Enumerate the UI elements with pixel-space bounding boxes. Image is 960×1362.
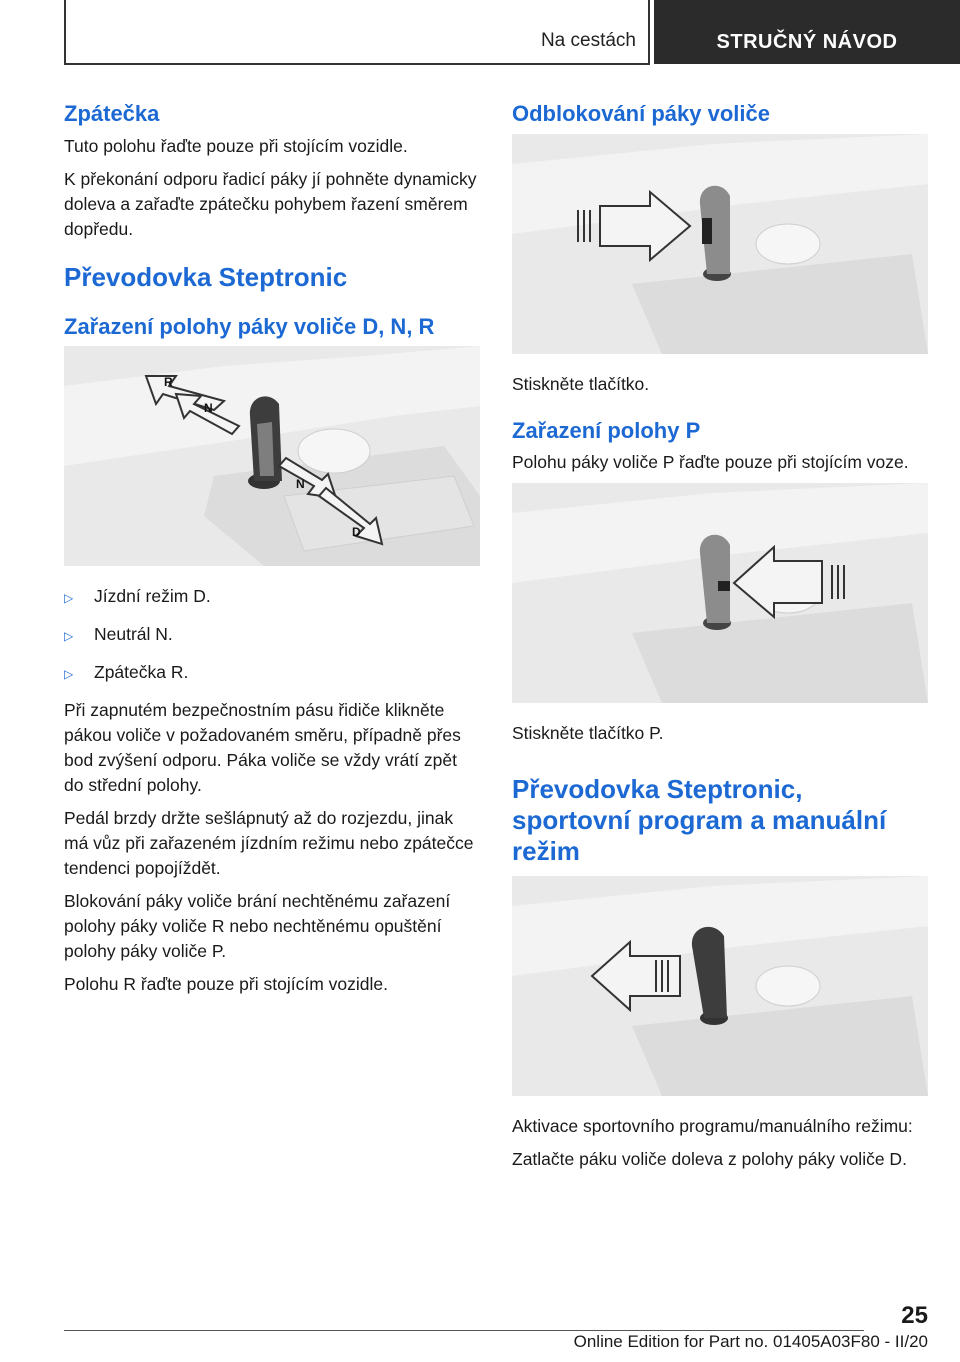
sport-mode-figure — [512, 876, 928, 1096]
lock-paragraph: Blokování páky voliče brání nechtěnému zařazení polohy páky voliče R nebo nechtěnému opuštění polohy páky voliče P. — [64, 891, 451, 962]
park-heading: Zařazení polohy P — [512, 417, 701, 443]
left-column — [64, 100, 480, 1005]
sport-heading: Převodovka Steptronic, sportovní program a manuální režim — [512, 774, 887, 867]
header-rule-bottom — [64, 63, 650, 65]
fig-label-n-down: N — [296, 477, 305, 492]
header-chapter-title: STRUČNÝ NÁVOD — [654, 0, 960, 64]
dnr-heading: Zařazení polohy páky voliče D, N, R — [64, 313, 435, 339]
footer-edition: Online Edition for Part no. 01405A03F80 - II/20 — [573, 1332, 928, 1351]
header-rule-left — [64, 0, 66, 64]
fig-label-d: D — [352, 525, 361, 540]
list-item: ▷ Zpátečka R. — [64, 660, 480, 687]
triangle-bullet-icon: ▷ — [64, 667, 74, 682]
gear-mode-list — [64, 584, 480, 687]
park-button-illustration — [512, 483, 928, 703]
right-column — [512, 100, 928, 1180]
sport-mode-illustration — [512, 876, 928, 1096]
fig-label-n-up: N — [204, 401, 213, 416]
park-button-figure — [512, 483, 928, 703]
page-number: 25 — [901, 1302, 928, 1329]
brake-paragraph: Pedál brzdy držte sešlápnutý až do rozjezdu, jinak má vůz při zařazeném jízdním režimu nebo zpátečce tendenci popojíždět. — [64, 808, 474, 879]
fig-label-r: R — [164, 375, 173, 390]
header-rule-middle — [648, 0, 650, 64]
reverse-paragraph-1: Tuto polohu řaďte pouze při stojícím vozidle. — [64, 135, 408, 156]
steptronic-heading: Převodovka Steptronic — [64, 261, 348, 292]
footer-rule — [64, 1330, 864, 1331]
triangle-bullet-icon: ▷ — [64, 629, 74, 644]
list-item: ▷ Jízdní režim D. — [64, 584, 480, 611]
unlock-caption: Stiskněte tlačítko. — [512, 373, 650, 394]
gear-selector-dnr-figure — [64, 346, 480, 566]
sport-paragraph-2: Zatlačte páku voliče doleva z polohy páky voliče D. — [512, 1148, 907, 1169]
gear-selector-dnr-illustration — [64, 346, 480, 566]
unlock-button-illustration — [512, 134, 928, 354]
seatbelt-paragraph: Při zapnutém bezpečnostním pásu řidiče klikněte pákou voliče v požadovaném směru, případně přes bod zvýšení odporu. Páka voliče se vždy vrátí zpět do střední polohy. — [64, 700, 461, 796]
park-caption: Stiskněte tlačítko P. — [512, 723, 664, 743]
reverse-stop-paragraph: Polohu R řaďte pouze při stojícím vozidle. — [64, 974, 388, 995]
list-item: ▷ Neutrál N. — [64, 622, 480, 649]
triangle-bullet-icon: ▷ — [64, 591, 74, 606]
header-section-title: Na cestách — [540, 30, 636, 51]
sport-paragraph-1: Aktivace sportovního programu/manuálního režimu: — [512, 1115, 913, 1136]
unlock-heading: Odblokování páky voliče — [512, 101, 770, 126]
reverse-heading: Zpátečka — [64, 101, 160, 126]
reverse-paragraph-2: K překonání odporu řadicí páky jí pohněte dynamicky doleva a zařaďte zpátečku pohybem řazení směrem dopředu. — [64, 168, 477, 239]
unlock-button-figure — [512, 134, 928, 354]
park-paragraph: Polohu páky voliče P řaďte pouze při stojícím voze. — [512, 452, 909, 472]
